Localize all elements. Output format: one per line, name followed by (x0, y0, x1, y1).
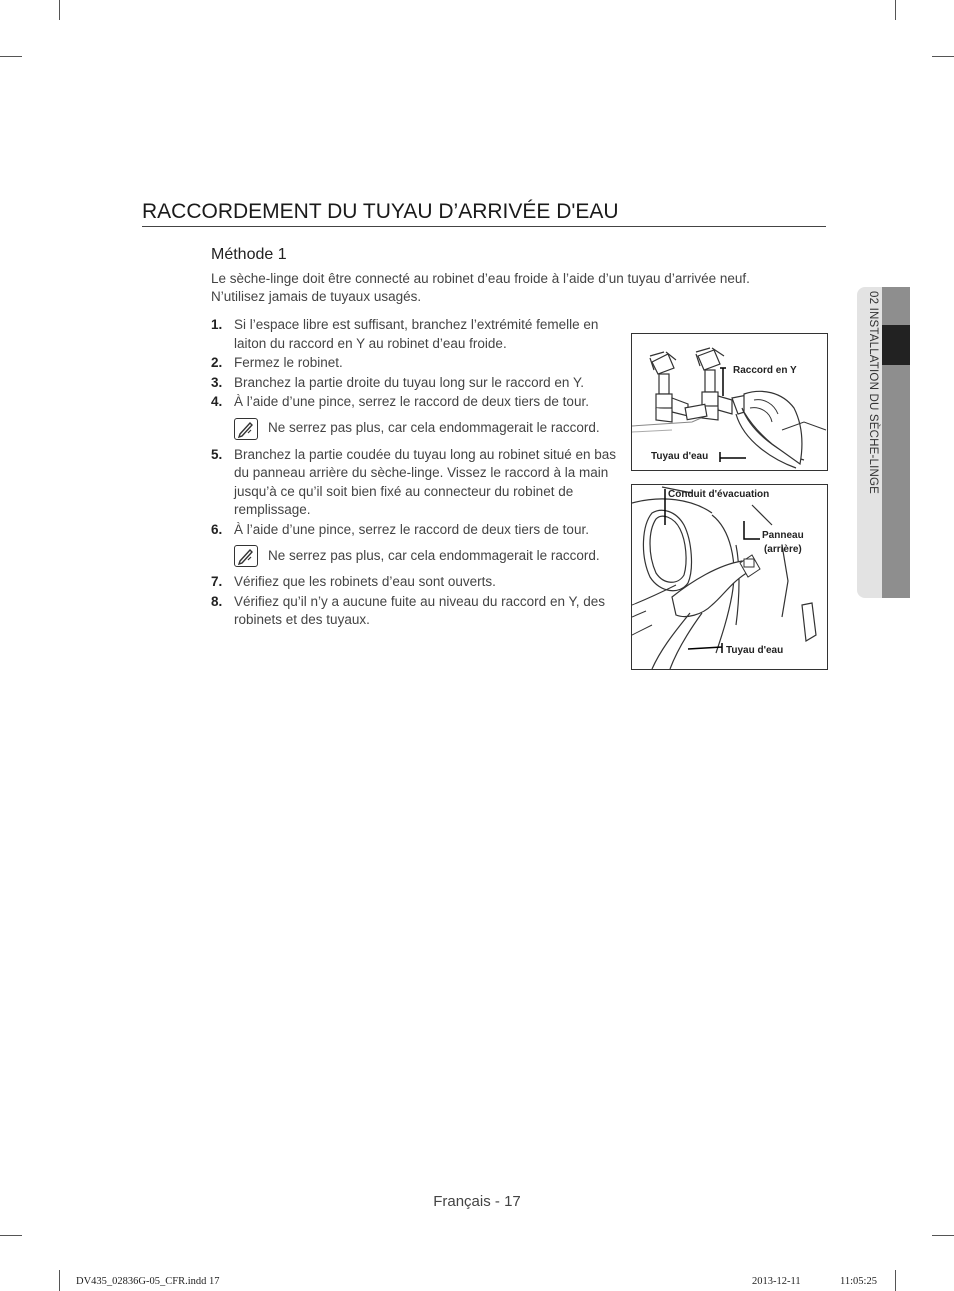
step-item: 5. Branchez la partie coudée du tuyau long au robinet situé en bas du panneau arrière du sèche-linge. Vissez le raccord à la main jusqu’à ce qu’il soit bien fixé au connecteur du robinet de remplissage. (211, 446, 617, 517)
note-text: Ne serrez pas plus, car cela endommagerait le raccord. (268, 547, 600, 563)
note (234, 418, 623, 440)
rear-panel-illustration (632, 485, 827, 669)
label-water-hose: Tuyau d'eau (651, 451, 709, 462)
label-water-hose: Tuyau d'eau (726, 645, 784, 656)
method-title: Méthode 1 (211, 246, 287, 263)
crop-mark (895, 0, 896, 20)
chapter-tab-label: 02 INSTALLATION DU SÈCHE-LINGE (867, 291, 879, 495)
intro-line: Le sèche-linge doit être connecté au robinet d’eau froide à l’aide d’un tuyau d’arrivée neuf. (211, 271, 750, 286)
crop-mark (932, 1235, 954, 1236)
crop-mark (0, 56, 22, 57)
slug-date: 2013-12-11 (752, 1276, 801, 1287)
intro-text (211, 270, 811, 306)
step-item: 4. À l’aide d’une pince, serrez le raccord de deux tiers de tour. (211, 394, 589, 409)
figure-rear-panel (631, 484, 828, 670)
chapter-tab-marker (882, 325, 910, 365)
slug-time: 11:05:25 (840, 1276, 877, 1287)
section-title: RACCORDEMENT DU TUYAU D’ARRIVÉE D'EAU (142, 200, 619, 223)
crop-mark (932, 56, 954, 57)
slug-file: DV435_02836G-05_CFR.indd 17 (76, 1276, 220, 1287)
crop-mark (0, 1235, 22, 1236)
steps-list (211, 316, 623, 631)
label-y-connector: Raccord en Y (733, 365, 797, 376)
crop-mark (59, 1270, 60, 1291)
note (234, 545, 623, 567)
intro-line: N’utilisez jamais de tuyaux usagés. (211, 289, 422, 304)
crop-mark (59, 0, 60, 20)
step-item: 8. Vérifiez qu’il n’y a aucune fuite au niveau du raccord en Y, des robinets et des tuyaux. (211, 593, 605, 627)
figure-y-connector (631, 333, 828, 471)
step-item: 3. Branchez la partie droite du tuyau long sur le raccord en Y. (211, 374, 584, 390)
title-divider (142, 226, 826, 227)
y-connector-illustration (632, 334, 827, 470)
step-item: 7. Vérifiez que les robinets d’eau sont ouverts. (211, 574, 496, 589)
step-item: 2. Fermez le robinet. (211, 355, 343, 370)
note-text: Ne serrez pas plus, car cela endommagerait le raccord. (268, 420, 600, 436)
label-exhaust-duct: Conduit d'évacuation (668, 489, 770, 500)
step-item: 6. À l’aide d’une pince, serrez le raccord de deux tiers de tour. (211, 521, 589, 537)
step-item: 1. Si l’espace libre est suffisant, branchez l’extrémité femelle en laiton du raccord en Y au robinet d’eau froide. (211, 317, 599, 351)
page-footer: Français - 17 (433, 1193, 521, 1210)
crop-mark (895, 1270, 896, 1291)
label-rear-panel: Panneau (arrière) (762, 530, 804, 555)
note-icon (234, 545, 258, 567)
note-icon (234, 418, 258, 440)
